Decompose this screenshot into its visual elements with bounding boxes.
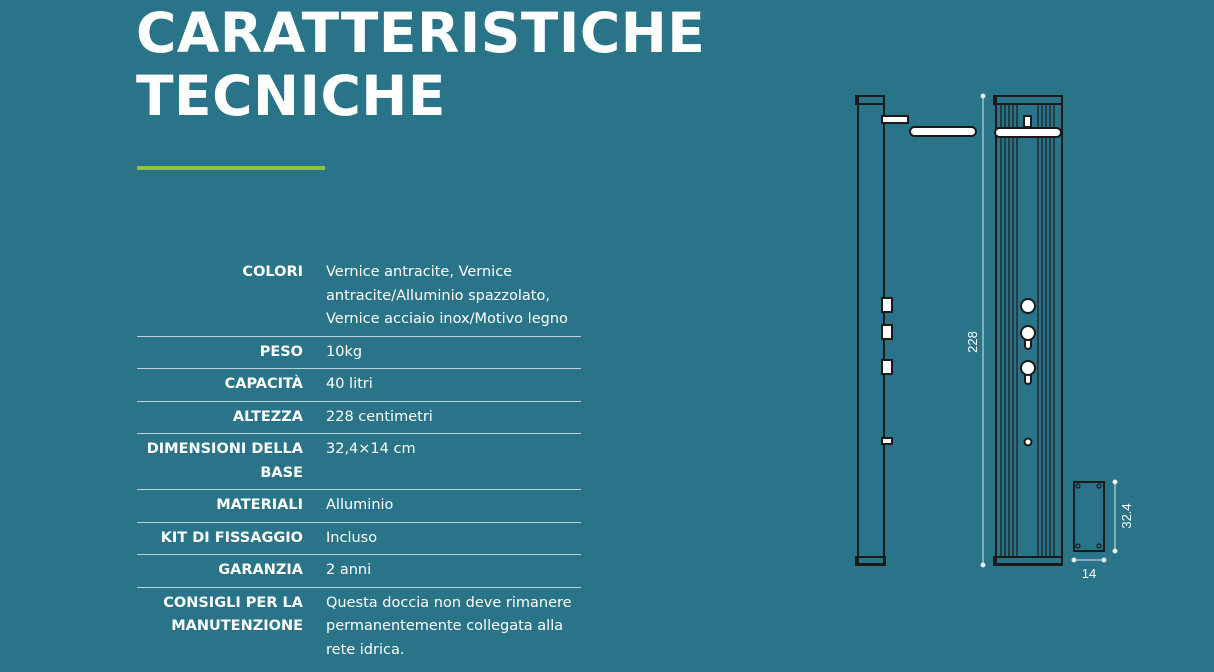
spec-label: MATERIALI <box>137 490 326 523</box>
base-depth-label: 32.4 <box>1119 503 1134 529</box>
side-tap <box>882 438 892 444</box>
spec-label: KIT DI FISSAGGIO <box>137 522 326 555</box>
spec-label: CAPACITÀ <box>137 369 326 402</box>
front-tap <box>1025 439 1032 446</box>
height-dimension-label: 228 <box>965 331 980 353</box>
spec-value: Vernice antracite, Vernice antracite/Alluminio spazzolato, Vernice acciaio inox/Motivo legno <box>326 264 568 327</box>
front-knob-2 <box>1021 326 1035 340</box>
shower-head-front <box>995 128 1061 137</box>
spec-value: Incluso <box>326 522 581 555</box>
side-control-2 <box>882 325 892 339</box>
spec-value: 32,4×14 cm <box>326 434 581 490</box>
spec-value: 40 litri <box>326 369 581 402</box>
spec-label: ALTEZZA <box>137 401 326 434</box>
spec-value: Questa doccia non deve rimanere permanentemente collegata alla rete idrica. <box>326 587 581 666</box>
spec-value: 2 anni <box>326 555 581 588</box>
spec-label: CONSIGLI PER LA MANUTENZIONE <box>137 587 326 666</box>
spec-value: Alluminio <box>326 490 581 523</box>
title-line-2: TECNICHE <box>136 64 446 128</box>
side-control-3 <box>882 360 892 374</box>
base-plate <box>1074 482 1104 551</box>
spec-label: PESO <box>137 336 326 369</box>
front-knob-3 <box>1021 361 1035 375</box>
spec-label: DIMENSIONI DELLA BASE <box>137 434 326 490</box>
spec-label: COLORI <box>242 264 303 280</box>
shower-head-side <box>910 127 976 136</box>
spec-value: 228 centimetri <box>326 401 581 434</box>
base-width-label: 14 <box>1081 566 1097 581</box>
side-control-1 <box>882 298 892 312</box>
side-column <box>858 96 884 564</box>
front-knob-1 <box>1021 299 1035 313</box>
spec-value: 10kg <box>326 336 581 369</box>
shower-arm <box>882 116 908 123</box>
title-line-1: CARATTERISTICHE <box>136 1 706 65</box>
side-top-cap <box>856 96 884 104</box>
front-arm <box>1024 116 1031 127</box>
spec-label: GARANZIA <box>137 555 326 588</box>
front-top-cap <box>994 96 1062 104</box>
